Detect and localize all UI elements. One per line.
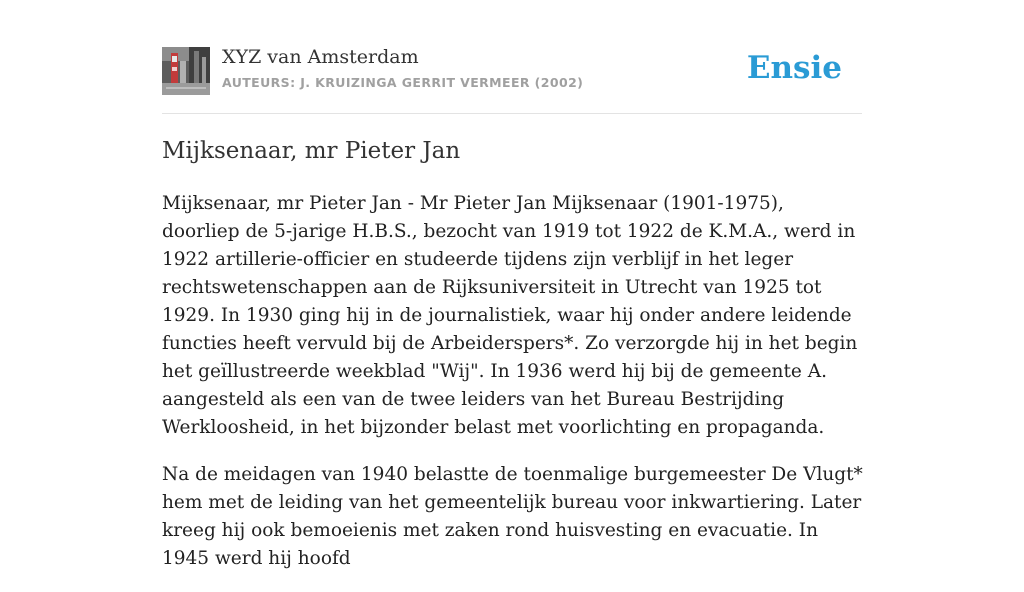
entry-body bbox=[162, 190, 867, 592]
entry-paragraph: Mijksenaar, mr Pieter Jan - Mr Pieter Jan Mijksenaar (1901-1975), doorliep de 5-jarige H.B.S., bezocht van 1919 tot 1922 de K.M.A., werd in 1922 artillerie-officier en studeerde tijdens zijn verblijf in het leger rechtswetenschappen aan de Rijksuniversiteit in Utrecht van 1925 tot 1929. In 1930 ging hij in de journalistiek, waar hij onder andere leidende functies heeft vervuld bij de Arbeiderspers*. Zo verzorgde hij in het begin het geïllustreerde weekblad "Wij". In 1936 werd hij bij de gemeente A. aangesteld als een van de twee leiders van het Bureau Bestrijding Werkloosheid, in het bijzonder belast met voorlichting en propaganda. bbox=[162, 193, 858, 438]
book-header bbox=[162, 46, 862, 96]
book-authors: AUTEURS: J. KRUIZINGA GERRIT VERMEER (2002) bbox=[222, 75, 584, 90]
ensie-logo-link[interactable]: Ensie bbox=[746, 50, 842, 86]
book-cover-photo-icon bbox=[162, 47, 210, 95]
entry-title: Mijksenaar, mr Pieter Jan bbox=[162, 138, 461, 164]
header-divider bbox=[162, 113, 862, 114]
entry-paragraph: Na de meidagen van 1940 belastte de toenmalige burgemeester De Vlugt* hem met de leiding van het gemeentelijk bureau voor inkwartiering. Later kreeg hij ook bemoeienis met zaken rond huisvesting en evacuatie. In 1945 werd hij hoofd bbox=[162, 464, 863, 569]
book-cover-avatar[interactable] bbox=[162, 47, 210, 95]
book-title[interactable]: XYZ van Amsterdam bbox=[222, 46, 419, 68]
